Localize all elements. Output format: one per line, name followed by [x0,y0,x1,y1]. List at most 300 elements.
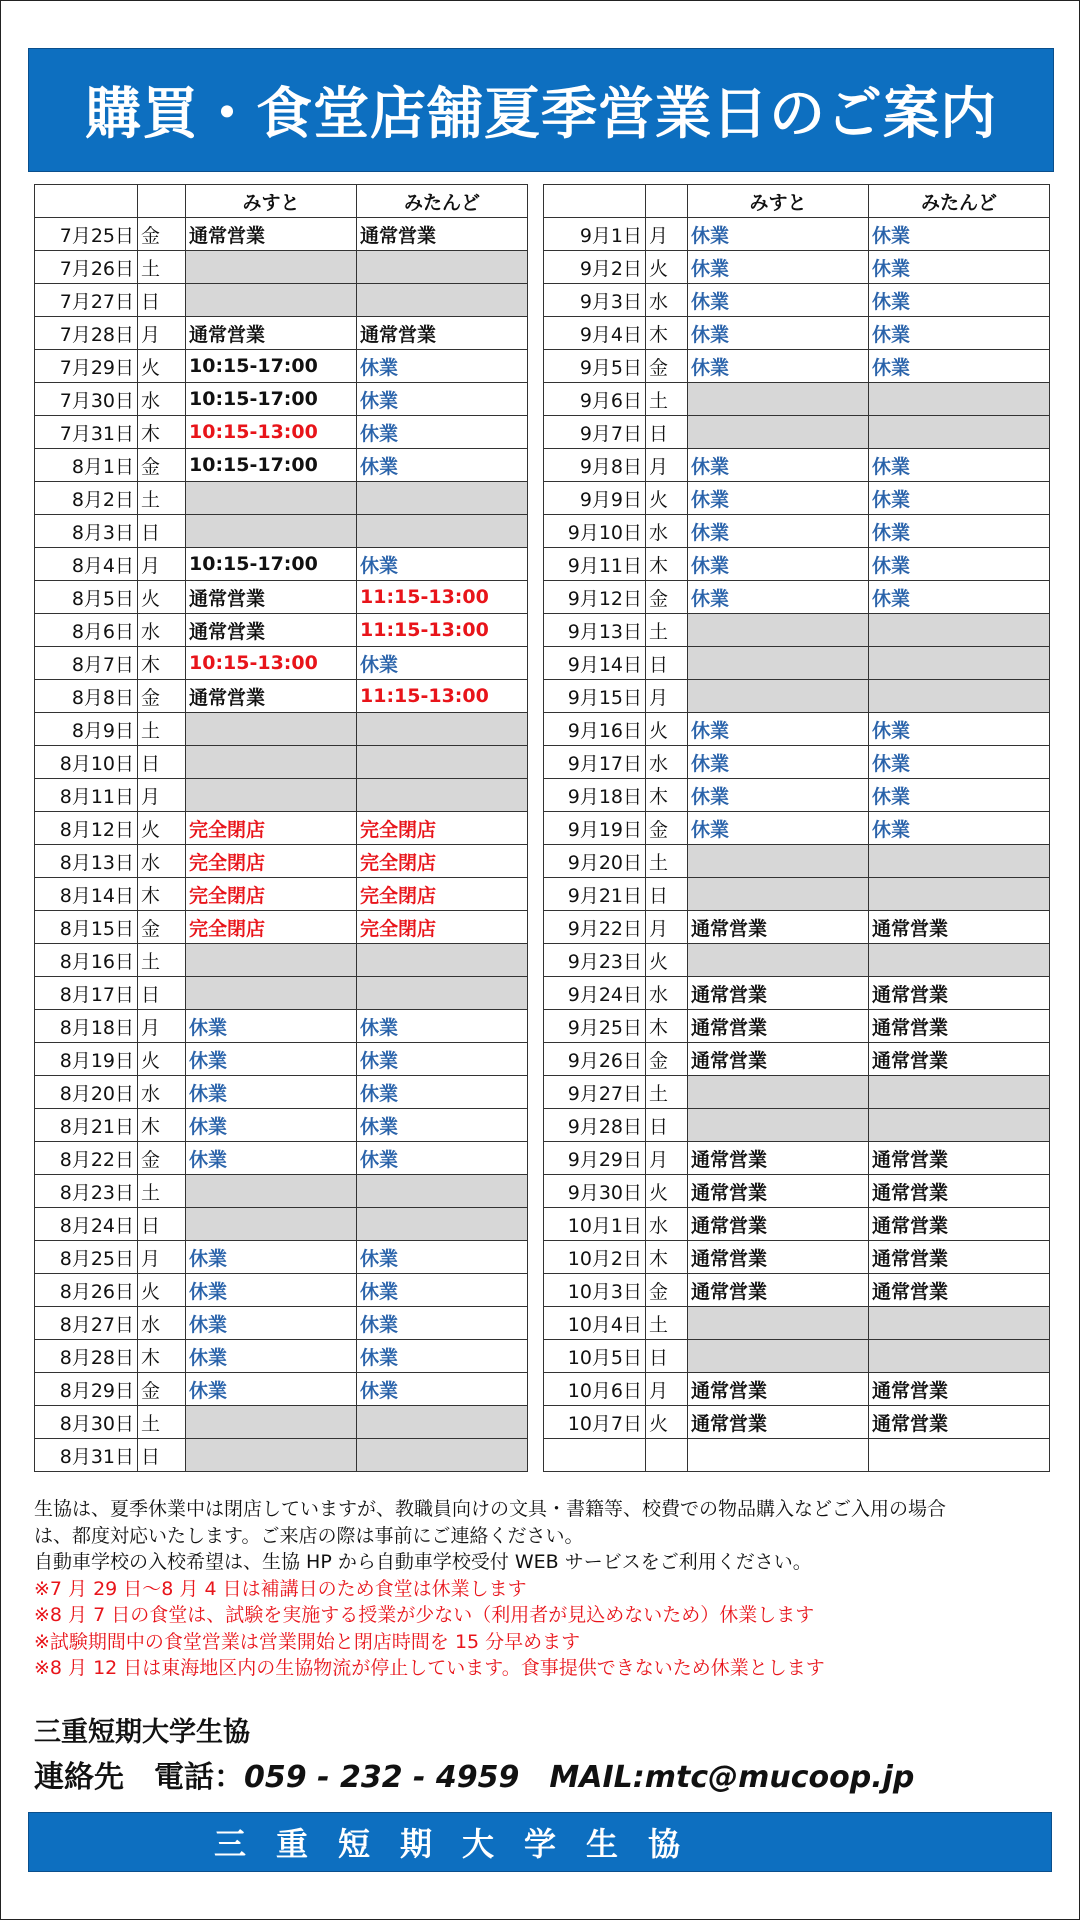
page-title: 購買・食堂店舗夏季営業日のご案内 [28,48,1054,172]
row-dow: 木 [646,317,688,350]
row-mitando-status: 休業 [357,383,528,416]
row-dow: 土 [646,1307,688,1340]
row-date: 10月4日 [544,1307,646,1340]
row-date: 9月18日 [544,779,646,812]
row-mitando-status: 休業 [357,647,528,680]
table-row [544,680,1050,713]
row-mitando-status: 休業 [869,218,1050,251]
row-mist-status: 通常営業 [688,1175,869,1208]
row-date: 9月19日 [544,812,646,845]
row-mist-status: 休業 [688,746,869,779]
row-mist-status: 10:15-13:00 [186,647,357,680]
row-mist-status: 通常営業 [688,1241,869,1274]
row-date: 9月30日 [544,1175,646,1208]
table-header-row [544,185,1050,218]
table-row [35,1142,528,1175]
table-row [35,911,528,944]
row-date: 8月8日 [35,680,138,713]
row-date: 8月29日 [35,1373,138,1406]
table-row [35,746,528,779]
row-mist-status: 完全閉店 [186,911,357,944]
table-row [35,1241,528,1274]
header-mitando: みたんど [357,185,528,218]
table-row [35,1274,528,1307]
row-mitando-status: 完全閉店 [357,845,528,878]
row-dow: 日 [646,878,688,911]
row-mitando-status [357,977,528,1010]
row-mist-status: 通常営業 [186,317,357,350]
row-mitando-status: 通常営業 [357,317,528,350]
row-mitando-status [357,1439,528,1472]
row-mitando-status: 休業 [357,1340,528,1373]
row-mitando-status: 通常営業 [869,1406,1050,1439]
row-date: 7月27日 [35,284,138,317]
note-line: ※試験期間中の食堂営業は営業開始と閉店時間を 15 分早めます [34,1630,581,1653]
row-mitando-status [357,746,528,779]
row-dow: 火 [646,251,688,284]
row-mitando-status: 休業 [357,1142,528,1175]
row-mitando-status: 休業 [869,449,1050,482]
row-mitando-status [869,614,1050,647]
row-mist-status [688,1076,869,1109]
row-date: 8月21日 [35,1109,138,1142]
org-name: 三重短期大学生協 [34,1717,250,1748]
row-dow: 日 [646,647,688,680]
table-row [544,1241,1050,1274]
table-row [544,1175,1050,1208]
table-row [544,218,1050,251]
row-mitando-status: 休業 [869,548,1050,581]
table-row [35,1406,528,1439]
row-date: 9月21日 [544,878,646,911]
row-dow: 月 [646,218,688,251]
row-mitando-status [869,680,1050,713]
row-dow: 火 [138,581,186,614]
row-mist-status: 10:15-17:00 [186,548,357,581]
row-mitando-status: 休業 [869,317,1050,350]
row-mist-status: 休業 [688,581,869,614]
row-mist-status: 通常営業 [688,1406,869,1439]
row-mist-status [186,779,357,812]
row-mitando-status: 通常営業 [869,977,1050,1010]
table-row [544,1208,1050,1241]
row-mist-status: 通常営業 [186,218,357,251]
row-mist-status: 10:15-17:00 [186,383,357,416]
row-mitando-status: 休業 [357,1274,528,1307]
row-date: 9月3日 [544,284,646,317]
row-mist-status [186,482,357,515]
row-dow: 日 [138,1208,186,1241]
row-date: 8月17日 [35,977,138,1010]
table-row [35,1373,528,1406]
row-mist-status [186,1175,357,1208]
row-mitando-status: 休業 [357,1010,528,1043]
row-dow: 水 [138,1076,186,1109]
row-mitando-status: 通常営業 [869,1010,1050,1043]
row-date: 7月29日 [35,350,138,383]
row-dow: 金 [646,1043,688,1076]
row-mitando-status [357,251,528,284]
row-date: 10月2日 [544,1241,646,1274]
table-row [35,350,528,383]
table-row [35,416,528,449]
table-row [544,251,1050,284]
row-mist-status: 通常営業 [688,1274,869,1307]
row-mist-status: 休業 [688,449,869,482]
table-row [544,779,1050,812]
row-dow: 木 [646,1241,688,1274]
row-mist-status: 通常営業 [688,911,869,944]
row-mist-status: 休業 [688,548,869,581]
row-mitando-status [869,845,1050,878]
row-dow: 日 [138,515,186,548]
table-row [544,713,1050,746]
notes-section [34,1496,1054,1682]
row-mitando-status: 休業 [357,1307,528,1340]
row-mitando-status: 通常営業 [869,1175,1050,1208]
row-mist-status [688,647,869,680]
row-date: 10月1日 [544,1208,646,1241]
row-mitando-status: 休業 [869,581,1050,614]
row-date: 9月25日 [544,1010,646,1043]
row-dow: 月 [646,1142,688,1175]
row-date: 8月10日 [35,746,138,779]
row-date: 9月9日 [544,482,646,515]
row-mitando-status: 通常営業 [869,1208,1050,1241]
table-row [544,1406,1050,1439]
row-dow: 金 [646,1274,688,1307]
row-dow: 月 [646,1373,688,1406]
row-date: 8月11日 [35,779,138,812]
contact-line [34,1752,914,1796]
table-row [35,449,528,482]
table-row [35,317,528,350]
table-row [35,944,528,977]
row-mitando-status: 通常営業 [869,1241,1050,1274]
row-mitando-status [357,284,528,317]
table-row [35,1208,528,1241]
row-mitando-status: 完全閉店 [357,812,528,845]
row-dow: 土 [646,383,688,416]
row-dow: 日 [646,1109,688,1142]
row-mist-status [186,284,357,317]
table-row [544,317,1050,350]
row-mitando-status [357,779,528,812]
row-date: 7月28日 [35,317,138,350]
row-mist-status [186,1439,357,1472]
row-mist-status: 休業 [186,1109,357,1142]
row-dow: 水 [646,1208,688,1241]
table-row [35,812,528,845]
table-row [35,614,528,647]
row-dow: 金 [138,1142,186,1175]
row-mist-status [186,746,357,779]
row-mist-status [688,416,869,449]
row-date: 8月9日 [35,713,138,746]
header-mist: みすと [688,185,869,218]
row-mist-status: 休業 [186,1142,357,1175]
row-mitando-status [357,1208,528,1241]
row-dow: 火 [646,482,688,515]
row-date: 8月22日 [35,1142,138,1175]
contact-label: 連絡先 電話： [34,1760,244,1795]
row-mitando-status: 休業 [357,1109,528,1142]
row-dow: 火 [138,1274,186,1307]
empty-cell [544,1439,646,1472]
row-mist-status: 休業 [688,317,869,350]
row-mist-status: 休業 [186,1010,357,1043]
row-date: 9月1日 [544,218,646,251]
empty-cell [646,1439,688,1472]
row-dow: 水 [138,614,186,647]
row-mitando-status: 休業 [357,1373,528,1406]
row-date: 8月13日 [35,845,138,878]
row-dow: 月 [138,1241,186,1274]
row-mist-status [688,1340,869,1373]
row-date: 8月3日 [35,515,138,548]
table-row [544,515,1050,548]
row-mitando-status: 完全閉店 [357,878,528,911]
table-row [35,779,528,812]
table-row [544,944,1050,977]
table-row [544,581,1050,614]
header-mitando: みたんど [869,185,1050,218]
empty-cell [869,1439,1050,1472]
row-mitando-status: 休業 [357,350,528,383]
row-dow: 木 [138,416,186,449]
row-date: 8月24日 [35,1208,138,1241]
row-mitando-status [357,515,528,548]
row-date: 8月18日 [35,1010,138,1043]
row-mitando-status: 休業 [357,548,528,581]
row-dow: 金 [138,680,186,713]
row-dow: 木 [646,548,688,581]
table-row [544,1109,1050,1142]
row-mitando-status: 11:15-13:00 [357,614,528,647]
table-row-empty [544,1439,1050,1472]
row-dow: 水 [646,284,688,317]
row-date: 10月5日 [544,1340,646,1373]
row-mist-status [688,680,869,713]
row-mist-status: 通常営業 [688,1142,869,1175]
row-dow: 水 [138,845,186,878]
row-date: 9月26日 [544,1043,646,1076]
row-mist-status: 休業 [688,515,869,548]
row-mitando-status [869,944,1050,977]
table-row [35,647,528,680]
row-mist-status: 10:15-17:00 [186,350,357,383]
row-dow: 水 [646,746,688,779]
row-mitando-status: 休業 [869,350,1050,383]
row-mitando-status: 通常営業 [869,1142,1050,1175]
row-mist-status [186,977,357,1010]
header-date [35,185,138,218]
row-dow: 金 [646,812,688,845]
row-date: 9月20日 [544,845,646,878]
row-mitando-status: 通常営業 [869,1043,1050,1076]
table-row [35,1307,528,1340]
table-row [35,548,528,581]
row-date: 9月11日 [544,548,646,581]
row-date: 10月7日 [544,1406,646,1439]
row-mitando-status [357,1175,528,1208]
table-row [544,350,1050,383]
row-dow: 月 [138,779,186,812]
row-mitando-status [869,416,1050,449]
row-mist-status [688,383,869,416]
table-row [544,911,1050,944]
row-mitando-status: 通常営業 [869,1373,1050,1406]
table-row [35,218,528,251]
row-mist-status: 通常営業 [186,614,357,647]
row-date: 9月22日 [544,911,646,944]
row-mist-status: 10:15-17:00 [186,449,357,482]
row-dow: 水 [138,1307,186,1340]
row-mist-status [688,878,869,911]
note-line: 生協は、夏季休業中は閉店していますが、教職員向けの文具・書籍等、校費での物品購入などご入用の場合 [34,1498,947,1520]
row-mitando-status [869,383,1050,416]
row-mitando-status: 休業 [869,251,1050,284]
row-date: 9月12日 [544,581,646,614]
row-mist-status [186,713,357,746]
note-line: 自動車学校の入校希望は、生協 HP から自動車学校受付 WEB サービスをご利用ください。 [34,1551,812,1573]
note-line: ※7 月 29 日～8 月 4 日は補講日のため食堂は休業します [34,1577,527,1600]
row-date: 8月7日 [35,647,138,680]
row-mitando-status: 休業 [869,746,1050,779]
row-mist-status: 完全閉店 [186,812,357,845]
note-line: ※8 月 7 日の食堂は、試験を実施する授業が少ない（利用者が見込めないため）休業します [34,1604,815,1626]
row-mitando-status: 休業 [357,1043,528,1076]
table-row [35,581,528,614]
row-mist-status [186,1208,357,1241]
row-mist-status: 休業 [688,218,869,251]
row-mist-status: 完全閉店 [186,878,357,911]
row-dow: 月 [138,1010,186,1043]
table-row [544,1340,1050,1373]
row-dow: 金 [646,350,688,383]
table-row [35,251,528,284]
row-date: 7月31日 [35,416,138,449]
row-mist-status: 休業 [688,779,869,812]
table-row [35,1439,528,1472]
row-mist-status: 完全閉店 [186,845,357,878]
row-mitando-status: 通常営業 [869,911,1050,944]
row-dow: 月 [646,680,688,713]
row-dow: 日 [138,977,186,1010]
row-mist-status [186,515,357,548]
row-mist-status: 休業 [186,1307,357,1340]
row-date: 9月8日 [544,449,646,482]
row-mitando-status: 休業 [869,812,1050,845]
row-date: 8月23日 [35,1175,138,1208]
table-row [35,515,528,548]
row-date: 8月15日 [35,911,138,944]
table-row [544,1142,1050,1175]
table-row [35,713,528,746]
row-date: 8月20日 [35,1076,138,1109]
row-mist-status: 通常営業 [688,1010,869,1043]
row-dow: 日 [646,416,688,449]
row-date: 9月2日 [544,251,646,284]
row-mist-status: 休業 [688,812,869,845]
row-date: 9月15日 [544,680,646,713]
row-mist-status: 休業 [186,1241,357,1274]
row-mitando-status [869,1109,1050,1142]
row-mitando-status: 休業 [869,713,1050,746]
row-dow: 金 [138,218,186,251]
row-dow: 火 [646,713,688,746]
row-dow: 日 [138,746,186,779]
row-dow: 火 [646,1175,688,1208]
header-dow [646,185,688,218]
table-row [35,1109,528,1142]
row-mist-status: 通常営業 [186,581,357,614]
row-date: 8月1日 [35,449,138,482]
row-mitando-status: 休業 [869,284,1050,317]
row-date: 8月14日 [35,878,138,911]
row-mitando-status [869,1076,1050,1109]
row-dow: 月 [138,548,186,581]
row-date: 8月27日 [35,1307,138,1340]
table-row [35,977,528,1010]
row-mist-status: 休業 [688,284,869,317]
table-header-row [35,185,528,218]
row-date: 9月23日 [544,944,646,977]
row-mitando-status [357,713,528,746]
row-dow: 土 [646,1076,688,1109]
row-date: 8月2日 [35,482,138,515]
row-date: 9月17日 [544,746,646,779]
row-dow: 木 [646,779,688,812]
row-date: 7月25日 [35,218,138,251]
schedule-table-right [543,184,1050,1472]
empty-cell [688,1439,869,1472]
row-date: 9月28日 [544,1109,646,1142]
table-row [544,878,1050,911]
header-dow [138,185,186,218]
row-mist-status: 通常営業 [186,680,357,713]
note-line: は、都度対応いたします。ご来店の際は事前にご連絡ください。 [34,1524,584,1547]
row-mitando-status: 完全閉店 [357,911,528,944]
table-row [544,977,1050,1010]
row-date: 8月5日 [35,581,138,614]
row-dow: 日 [138,284,186,317]
row-mitando-status: 休業 [357,1241,528,1274]
row-dow: 木 [138,1109,186,1142]
table-row [544,614,1050,647]
row-mitando-status: 休業 [869,779,1050,812]
row-mist-status: 休業 [688,482,869,515]
table-row [544,1043,1050,1076]
row-dow: 日 [138,1439,186,1472]
row-mitando-status [869,1340,1050,1373]
table-row [35,1175,528,1208]
table-row [544,845,1050,878]
row-date: 9月24日 [544,977,646,1010]
row-date: 9月14日 [544,647,646,680]
row-date: 8月26日 [35,1274,138,1307]
row-date: 9月7日 [544,416,646,449]
row-dow: 火 [646,1406,688,1439]
row-dow: 水 [138,383,186,416]
row-mist-status: 休業 [186,1274,357,1307]
table-row [544,284,1050,317]
note-line: ※8 月 12 日は東海地区内の生協物流が停止しています。食事提供できないため休業とします [34,1657,825,1679]
table-row [35,284,528,317]
table-row [544,1010,1050,1043]
table-row [544,1274,1050,1307]
table-row [35,680,528,713]
